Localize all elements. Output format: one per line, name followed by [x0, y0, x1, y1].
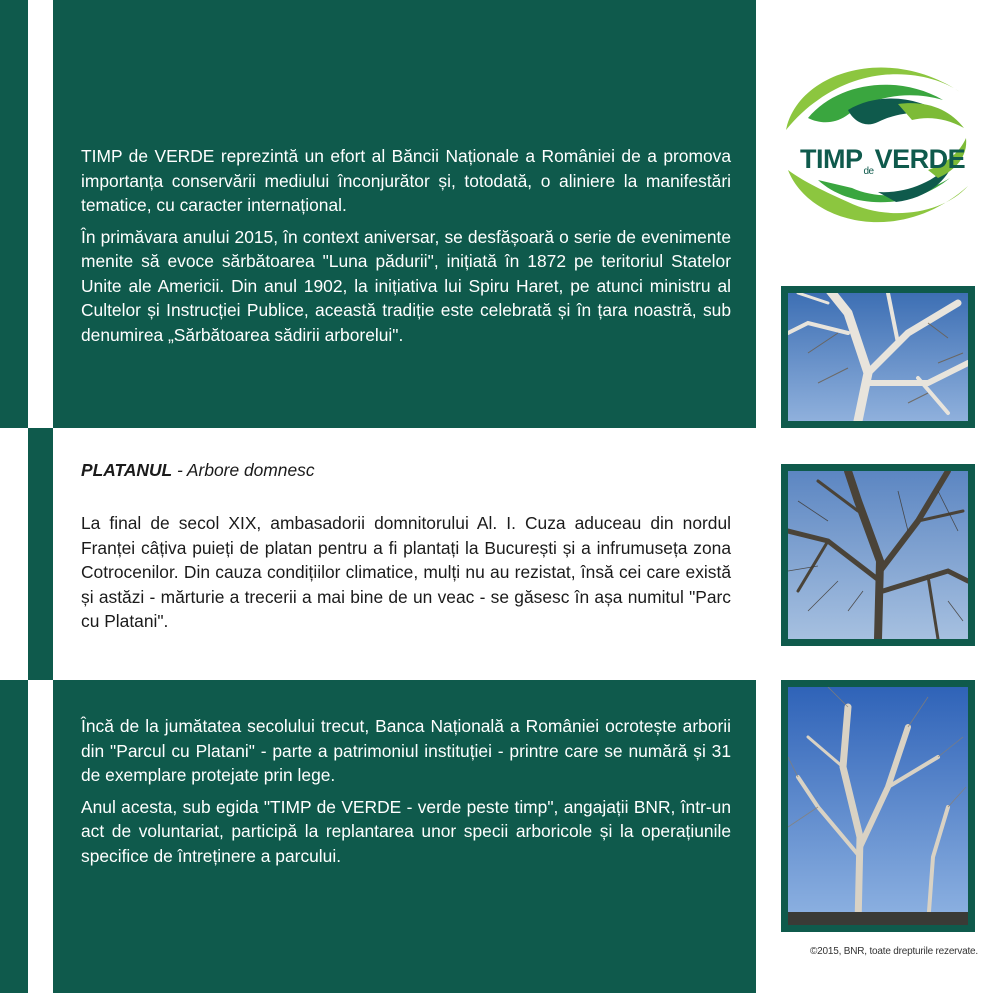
plane-tree-photo-2: [781, 464, 975, 646]
logo-timp: TIMP: [800, 144, 863, 174]
platanul-heading-rest: - Arbore domnesc: [172, 460, 315, 480]
logo-wordmark: [800, 144, 965, 177]
bnr-panel: [53, 680, 756, 993]
left-strip-bottom: [0, 680, 28, 993]
bnr-paragraph-1: Încă de la jumătatea secolului trecut, Banca Națională a României ocrotește arborii din "Parcul cu Platani" - parte a patrimoniul instituției - printre care se numără și 31 de exemplare protejate prin lege.: [81, 716, 731, 785]
plane-tree-photo-3: [781, 680, 975, 932]
logo-verde: VERDE: [874, 144, 966, 174]
left-strip-middle: [28, 428, 53, 680]
platanul-heading: [81, 460, 315, 481]
bnr-text: [81, 714, 731, 875]
plane-tree-photo-1: [781, 286, 975, 428]
plane-tree-photo-2-image: [788, 471, 968, 639]
intro-panel: [53, 0, 756, 428]
platanul-heading-bold: PLATANUL: [81, 460, 173, 480]
intro-text: [81, 144, 731, 354]
plane-tree-photo-3-image: [788, 687, 968, 925]
timp-de-verde-logo: [778, 52, 978, 238]
platanul-paragraph: La final de secol XIX, ambasadorii domnitorului Al. I. Cuza aduceau din nordul Franței câțiva puieți de platan pentru a fi plantați la București și a infrumuseța zona Cotrocenilor. Din cauza condițiilor climatice, mulți nu au rezistat, însă cei care există și astăzi - mărturie a trecerii a mai bine de un veac - se găsesc în așa numitul "Parc cu Platani".: [81, 513, 731, 631]
plane-tree-photo-1-image: [788, 293, 968, 421]
copyright-text: ©2015, BNR, toate drepturile rezervate.: [810, 946, 978, 957]
bnr-paragraph-2: Anul acesta, sub egida "TIMP de VERDE - verde peste timp", angajații BNR, într-un act de voluntariat, participă la replantarea unor specii arboricole și la operațiunile specifice de întreținere a parcului.: [81, 796, 731, 866]
left-strip-top: [0, 0, 28, 428]
intro-paragraph-1: TIMP de VERDE reprezintă un efort al Băncii Naționale a României de a promova importanța conservării mediului înconjurător și, totodată, o aliniere la manifestări tematice, cu caracter internațional.: [81, 146, 731, 215]
intro-paragraph-2: În primăvara anului 2015, în context aniversar, se desfășoară o serie de evenimente menite să evoce sărbătoarea "Luna pădurii", inițiată în 1872 pe teritoriul Statelor Unite ale Americii. Din anul 1902, la inițiativa lui Spiru Haret, pe atunci ministru al Cultelor și Instrucției Publice, această tradiție este celebrată și în țara noastră, sub denumirea „Sărbătoarea sădirii arborelui".: [81, 226, 731, 345]
logo-de: de: [863, 166, 874, 177]
